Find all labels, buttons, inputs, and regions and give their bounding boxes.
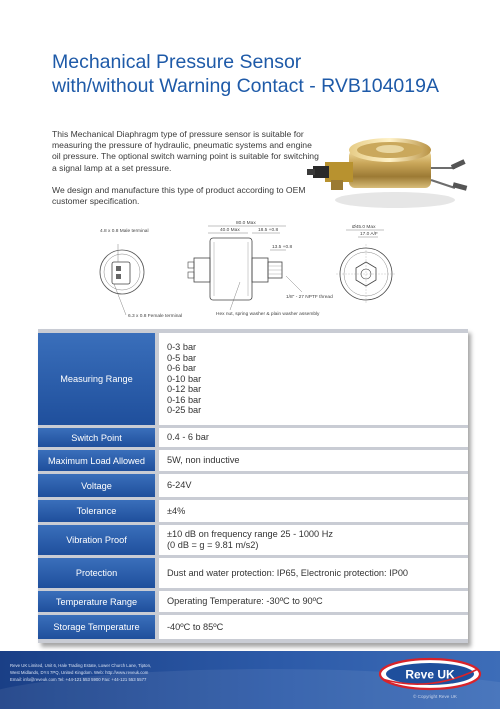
value-line: ±4%	[167, 505, 186, 516]
spec-value	[159, 333, 468, 425]
footer-address	[10, 663, 330, 683]
value-line: 5W, non inductive	[167, 455, 240, 466]
thread-note: 1/8" - 27 NPTF thread	[286, 295, 333, 300]
spec-value	[159, 428, 468, 447]
value-line: 0-25 bar	[167, 405, 202, 416]
intro-paragraph-2: We design and manufacture this type of product according to OEM customer specification.	[52, 184, 306, 207]
value-line: 0-10 bar	[167, 373, 202, 384]
spec-value	[159, 450, 468, 471]
spec-label: Tolerance	[38, 500, 155, 522]
spec-value	[159, 525, 468, 555]
value-line: 0-3 bar	[167, 341, 197, 352]
spec-row-protection	[38, 558, 468, 588]
value-line: 0-6 bar	[167, 363, 197, 374]
value-line: 0-12 bar	[167, 384, 202, 395]
value-line: Operating Temperature: -30ºC to 90ºC	[167, 596, 323, 607]
footer-line-1: Reve UK Limited, Unit 6, Hale Trading Estate, Lower Church Lane, Tipton,	[10, 663, 152, 668]
spec-value	[159, 500, 468, 522]
spec-row-temperature-range	[38, 591, 468, 612]
title-line-1: Mechanical Pressure Sensor	[52, 51, 302, 73]
value-line: 6-24V	[167, 480, 192, 491]
spec-label: Measuring Range	[38, 333, 155, 425]
spec-row-switch-point	[38, 428, 468, 447]
spec-value	[159, 591, 468, 612]
footer-line-3: Email: info@reveuk.com Tel: +44-121 553 5900 Fax: +44-121 553 5577	[10, 676, 147, 682]
intro-text	[52, 129, 322, 218]
spec-value	[159, 558, 468, 588]
spec-value	[159, 474, 468, 497]
dim-hex: 18.5 +0.8	[258, 228, 279, 233]
dim-across-flats: 17.0 A/F	[360, 232, 378, 237]
side-view	[188, 226, 302, 310]
spec-label: Maximum Load Allowed	[38, 450, 155, 471]
title-line-2: with/without Warning Contact - RVB104019A	[52, 75, 439, 97]
value-line: 0.4 - 6 bar	[167, 432, 209, 443]
spec-label: Storage Temperature	[38, 615, 155, 639]
dim-diameter: Ø45.0 Max	[352, 225, 376, 230]
hex-note: Hex nut, spring washer & plain washer assembly	[216, 312, 320, 317]
copyright-text: © Copyright Reve UK	[413, 694, 457, 699]
technical-drawings	[90, 218, 450, 330]
spec-label: Switch Point	[38, 428, 155, 447]
connector-view	[100, 244, 144, 315]
product-photo	[305, 128, 475, 210]
end-view	[336, 230, 396, 304]
page-title	[52, 50, 472, 98]
spec-value	[159, 615, 468, 639]
logo-text: Reve UK	[405, 667, 455, 682]
dim-overall: 80.0 Max	[236, 221, 256, 226]
spec-row-max-load	[38, 450, 468, 471]
spec-row-tolerance	[38, 500, 468, 522]
value-line: 0-5 bar	[167, 352, 197, 363]
dim-thread-length: 13.5 +0.8	[272, 245, 293, 250]
value-line: (0 dB = g = 9.81 m/s2)	[167, 540, 259, 550]
value-line: Dust and water protection: IP65, Electronic protection: IP00	[167, 567, 409, 578]
dim-body: 40.0 Max	[220, 228, 240, 233]
spec-label: Protection	[38, 558, 155, 588]
spec-label: Temperature Range	[38, 591, 155, 612]
footer-line-2: West Midlands, DY4 7PQ, United Kingdom. Web: http://www.reveuk.com	[10, 669, 149, 675]
intro-paragraph-1: This Mechanical Diaphragm type of pressure sensor is suitable for measuring the pressure of hydraulic, pneumatic systems and engine oil pressure. The optional switch warning point is suitable for switching a signal lamp at a set pressure.	[52, 129, 319, 173]
value-line: ±10 dB on frequency range 25 - 1000 Hz	[167, 529, 333, 540]
spec-label: Vibration Proof	[38, 525, 155, 555]
terminal-label-bottom: 6.3 x 0.8 Female terminal	[128, 314, 183, 319]
spec-label: Voltage	[38, 474, 155, 497]
spec-row-storage-temperature	[38, 615, 468, 639]
spec-row-voltage	[38, 474, 468, 497]
spec-row-vibration-proof	[38, 525, 468, 555]
reve-uk-logo	[378, 657, 482, 691]
value-line: 0-16 bar	[167, 394, 202, 405]
terminal-label-top: 4.8 x 0.8 Male terminal	[100, 229, 149, 234]
spec-row-measuring-range	[38, 333, 468, 425]
spec-table	[38, 329, 468, 643]
value-line: -40ºC to 85ºC	[167, 621, 224, 632]
